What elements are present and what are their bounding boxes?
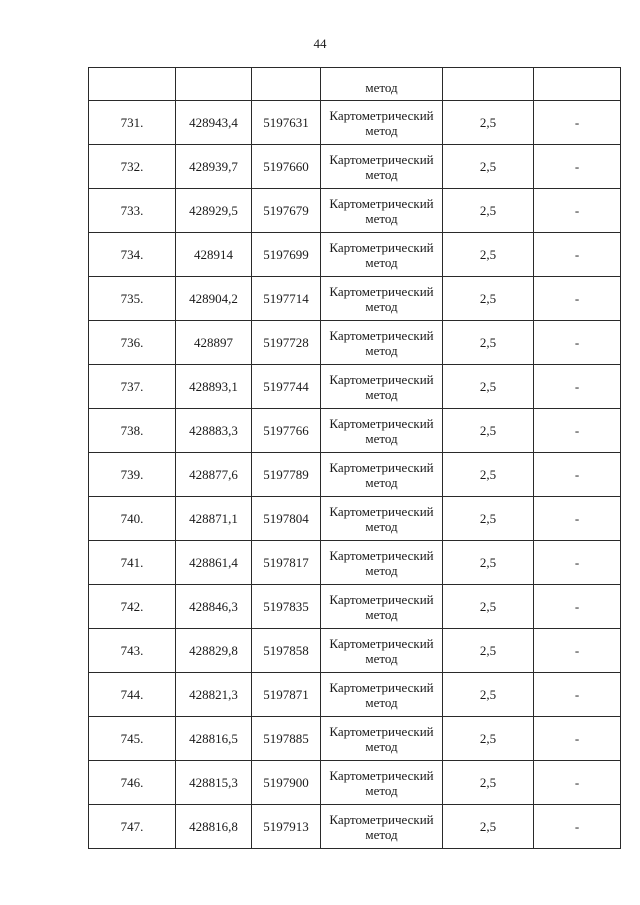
cell-point-number: 739. [89, 453, 176, 497]
cell-y: 5197835 [252, 585, 321, 629]
table-body [89, 68, 621, 849]
method-line-2: метод [365, 694, 398, 710]
table-row [89, 233, 621, 277]
table-row [89, 189, 621, 233]
cell-x: 428943,4 [176, 101, 252, 145]
cell-description: - [534, 453, 621, 497]
method-line-2: метод [365, 254, 398, 270]
cell-point-number: 732. [89, 145, 176, 189]
cell-description: - [534, 497, 621, 541]
table-row [89, 717, 621, 761]
method-line-2: метод [365, 518, 398, 534]
cell-point-number: 747. [89, 805, 176, 849]
table-row [89, 409, 621, 453]
cell-method [321, 409, 443, 453]
table-row [89, 365, 621, 409]
cell-accuracy [443, 68, 534, 101]
cell-method [321, 365, 443, 409]
method-line-2: метод [365, 210, 398, 226]
cell-x: 428914 [176, 233, 252, 277]
cell-accuracy: 2,5 [443, 101, 534, 145]
cell-accuracy: 2,5 [443, 189, 534, 233]
cell-x: 428929,5 [176, 189, 252, 233]
cell-method [321, 321, 443, 365]
method-line-1: Картометрический [329, 679, 434, 695]
cell-accuracy: 2,5 [443, 233, 534, 277]
method-line-1: Картометрический [329, 239, 434, 255]
cell-y: 5197885 [252, 717, 321, 761]
method-line-1: Картометрический [329, 283, 434, 299]
method-line-1: Картометрический [329, 547, 434, 563]
cell-method [321, 585, 443, 629]
cell-y: 5197817 [252, 541, 321, 585]
method-line-2: метод [365, 738, 398, 754]
cell-accuracy: 2,5 [443, 717, 534, 761]
table-row [89, 453, 621, 497]
table-row [89, 497, 621, 541]
cell-y: 5197631 [252, 101, 321, 145]
method-line-2: метод [365, 342, 398, 358]
method-line-1: Картометрический [329, 327, 434, 343]
table-row [89, 805, 621, 849]
method-line-1: Картометрический [329, 371, 434, 387]
method-line-2: метод [365, 166, 398, 182]
cell-description: - [534, 101, 621, 145]
method-line-2: метод [365, 122, 398, 138]
cell-x: 428829,8 [176, 629, 252, 673]
cell-description: - [534, 717, 621, 761]
method-line-2: метод [365, 562, 398, 578]
method-line-2: метод [365, 474, 398, 490]
cell-y: 5197679 [252, 189, 321, 233]
cell-y: 5197858 [252, 629, 321, 673]
cell-description: - [534, 321, 621, 365]
method-line-1: Картометрический [329, 811, 434, 827]
cell-x: 428883,3 [176, 409, 252, 453]
cell-description: - [534, 189, 621, 233]
continuation-row [89, 68, 621, 101]
cell-y: 5197789 [252, 453, 321, 497]
cell-accuracy: 2,5 [443, 761, 534, 805]
table-row [89, 277, 621, 321]
method-line-1: Картометрический [329, 635, 434, 651]
cell-y: 5197660 [252, 145, 321, 189]
cell-method [321, 277, 443, 321]
cell-y: 5197900 [252, 761, 321, 805]
table-row [89, 145, 621, 189]
cell-accuracy: 2,5 [443, 673, 534, 717]
method-line-2: метод [365, 430, 398, 446]
cell-x: 428904,2 [176, 277, 252, 321]
cell-description: - [534, 673, 621, 717]
method-line-1: Картометрический [329, 767, 434, 783]
cell-description: - [534, 365, 621, 409]
cell-method [321, 717, 443, 761]
table-row [89, 629, 621, 673]
cell-accuracy: 2,5 [443, 409, 534, 453]
cell-point-number: 741. [89, 541, 176, 585]
cell-y: 5197804 [252, 497, 321, 541]
cell-accuracy: 2,5 [443, 277, 534, 321]
cell-method [321, 497, 443, 541]
cell-description [534, 68, 621, 101]
cell-accuracy: 2,5 [443, 585, 534, 629]
cell-x: 428861,4 [176, 541, 252, 585]
cell-method [321, 761, 443, 805]
cell-description: - [534, 277, 621, 321]
cell-point-number: 742. [89, 585, 176, 629]
cell-y: 5197871 [252, 673, 321, 717]
method-line-2: метод [365, 650, 398, 666]
cell-method [321, 629, 443, 673]
cell-y: 5197766 [252, 409, 321, 453]
cell-point-number: 734. [89, 233, 176, 277]
method-line-2: метод [365, 606, 398, 622]
cell-description: - [534, 805, 621, 849]
cell-point-number: 731. [89, 101, 176, 145]
method-line-2: метод [365, 826, 398, 842]
cell-accuracy: 2,5 [443, 497, 534, 541]
cell-accuracy: 2,5 [443, 453, 534, 497]
cell-description: - [534, 541, 621, 585]
cell-method [321, 101, 443, 145]
cell-x: 428816,5 [176, 717, 252, 761]
cell-description: - [534, 585, 621, 629]
page-number: 44 [313, 36, 327, 51]
cell-y: 5197744 [252, 365, 321, 409]
method-line-1: Картометрический [329, 415, 434, 431]
cell-accuracy: 2,5 [443, 629, 534, 673]
cell-accuracy: 2,5 [443, 805, 534, 849]
cell-x: 428871,1 [176, 497, 252, 541]
cell-x: 428897 [176, 321, 252, 365]
cell-y: 5197728 [252, 321, 321, 365]
cell-y [252, 68, 321, 101]
cell-method [321, 233, 443, 277]
cell-point-number: 746. [89, 761, 176, 805]
cell-point-number [89, 68, 176, 101]
table-row [89, 321, 621, 365]
cell-description: - [534, 761, 621, 805]
method-line-2: метод [365, 386, 398, 402]
cell-description: - [534, 409, 621, 453]
method-line-1: Картометрический [329, 459, 434, 475]
method-line-2: метод [365, 298, 398, 314]
table-row [89, 585, 621, 629]
method-line-1: Картометрический [329, 107, 434, 123]
table-row [89, 541, 621, 585]
method-line-2: метод [365, 782, 398, 798]
table-row [89, 101, 621, 145]
cell-accuracy: 2,5 [443, 365, 534, 409]
cell-description: - [534, 233, 621, 277]
cell-y: 5197913 [252, 805, 321, 849]
cell-description: - [534, 145, 621, 189]
cell-x: 428939,7 [176, 145, 252, 189]
cell-x: 428815,3 [176, 761, 252, 805]
cell-point-number: 737. [89, 365, 176, 409]
cell-description: - [534, 629, 621, 673]
cell-x: 428821,3 [176, 673, 252, 717]
cell-x: 428893,1 [176, 365, 252, 409]
cell-method [321, 541, 443, 585]
table-row [89, 673, 621, 717]
cell-point-number: 738. [89, 409, 176, 453]
cell-point-number: 733. [89, 189, 176, 233]
cell-method [321, 673, 443, 717]
coordinates-table [88, 67, 621, 849]
cell-point-number: 743. [89, 629, 176, 673]
cell-method [321, 805, 443, 849]
method-line-1: Картометрический [329, 195, 434, 211]
cell-x: 428877,6 [176, 453, 252, 497]
method-line-1: Картометрический [329, 591, 434, 607]
table-row [89, 761, 621, 805]
cell-x: 428846,3 [176, 585, 252, 629]
cell-accuracy: 2,5 [443, 321, 534, 365]
method-line-1: Картометрический [329, 151, 434, 167]
cell-y: 5197699 [252, 233, 321, 277]
cell-accuracy: 2,5 [443, 541, 534, 585]
method-line-1: Картометрический [329, 503, 434, 519]
cell-method [321, 453, 443, 497]
cell-y: 5197714 [252, 277, 321, 321]
cell-x [176, 68, 252, 101]
cell-x: 428816,8 [176, 805, 252, 849]
cell-point-number: 736. [89, 321, 176, 365]
cell-point-number: 735. [89, 277, 176, 321]
cell-point-number: 745. [89, 717, 176, 761]
cell-method [321, 145, 443, 189]
cell-accuracy: 2,5 [443, 145, 534, 189]
cell-method: метод [321, 68, 443, 101]
cell-point-number: 744. [89, 673, 176, 717]
cell-point-number: 740. [89, 497, 176, 541]
cell-method [321, 189, 443, 233]
method-line-1: Картометрический [329, 723, 434, 739]
